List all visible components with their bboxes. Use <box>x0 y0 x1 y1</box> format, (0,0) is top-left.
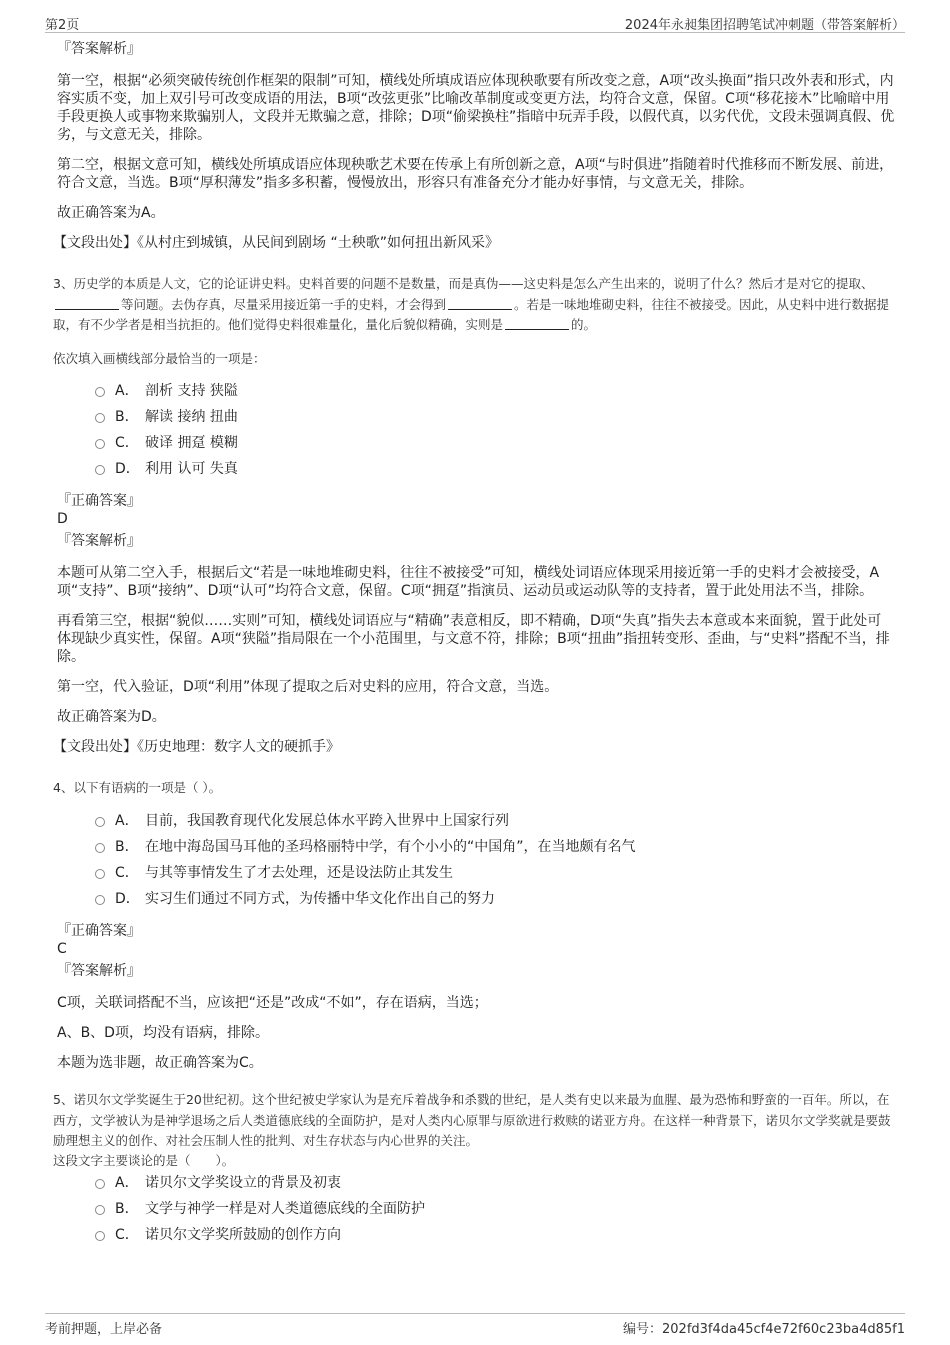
option-b[interactable]: B． 文学与神学一样是对人类道德底线的全面防护 <box>95 1200 895 1226</box>
source-label: 【文段出处】 <box>53 235 137 251</box>
radio-icon[interactable] <box>95 413 105 423</box>
analysis-paragraph: 再看第三空，根据“貌似……实则”可知，横线处词语应与“精确”表意相反，即不精确，D项“失真”指失去本意或本来面貌，置于此处可体现缺少真实性，保留。A项“狭隘”指局限在一个小范围里，与文意不符，排除；B项“扭曲”指扭转变形、歪曲，与“史料”搭配不当，排除。 <box>57 612 890 665</box>
option-a[interactable]: A． 剖析 支持 狭隘 <box>95 382 895 408</box>
question-4-text: 4、以下有语病的一项是（ ）。 <box>53 779 222 795</box>
analysis-conclusion: 故正确答案为D。 <box>57 708 166 725</box>
analysis-paragraph: C项，关联词搭配不当，应该把“还是”改成“不如”，存在语病，当选； <box>57 995 488 1011</box>
fill-blank <box>55 297 119 310</box>
radio-icon[interactable] <box>95 817 105 827</box>
option-d[interactable]: D． 利用 认可 失真 <box>95 460 895 486</box>
analysis-paragraph: 第一空，代入验证，D项“利用”体现了提取之后对史料的应用，符合文意，当选。 <box>57 678 559 695</box>
document-id: 编号：202fd3f4da45cf4e72f60c23ba4d85f1 <box>623 1322 905 1337</box>
analysis-label: 『答案解析』 <box>57 532 141 549</box>
correct-answer-label: 『正确答案』 <box>57 923 141 939</box>
page-footer <box>45 1313 905 1338</box>
radio-icon[interactable] <box>95 895 105 905</box>
fill-blank <box>448 297 512 310</box>
question-5-options <box>95 1174 895 1252</box>
fill-blank <box>505 317 569 330</box>
option-b[interactable]: B． 在地中海岛国马耳他的圣玛格丽特中学，有个小小的“中国角”，在当地颇有名气 <box>95 838 895 864</box>
analysis-conclusion: 故正确答案为A。 <box>57 205 165 221</box>
radio-icon[interactable] <box>95 465 105 475</box>
radio-icon[interactable] <box>95 439 105 449</box>
question-5-prompt: 这段文字主要谈论的是（ ）。 <box>53 1152 235 1168</box>
question-3-text: 3、历史学的本质是人文，它的论证讲史料。史料首要的问题不是数量，而是真伪——这史料是怎么产生出来的，说明了什么？然后才是对它的提取、等问题。去伪存真，尽量采用接近第一手的史料，才会得到 。若是一味地堆砌史料，往往不被接受。因此，从史料中进行数据提取，有不少学者是相当抗拒的。他们觉得史料很难量化，量化后貌似精确，实则是 的。 <box>53 276 890 332</box>
page-content <box>53 36 895 1258</box>
analysis-paragraph: 第二空，根据文意可知，横线处所填成语应体现秧歌艺术要在传承上有所创新之意，A项“与时俱进”指随着时代推移而不断发展、前进，符合文意，当选。B项“厚积薄发”指多多积蓄，慢慢放出，形容只有准备充分才能办好事情，与文意无关，排除。 <box>57 157 894 191</box>
source-line <box>53 738 895 756</box>
option-c[interactable]: C． 诺贝尔文学奖所鼓励的创作方向 <box>95 1226 895 1252</box>
correct-answer-label: 『正确答案』 <box>57 492 141 509</box>
radio-icon[interactable] <box>95 843 105 853</box>
radio-icon[interactable] <box>95 1231 105 1241</box>
page-number: 第2页 <box>45 18 80 33</box>
option-c[interactable]: C． 破译 拥趸 模糊 <box>95 434 895 460</box>
option-a[interactable]: A． 目前，我国教育现代化发展总体水平跨入世界中上国家行列 <box>95 812 895 838</box>
document-title: 2024年永昶集团招聘笔试冲刺题（带答案解析） <box>624 18 905 33</box>
page-header <box>45 12 905 33</box>
option-c[interactable]: C． 与其等事情发生了才去处理，还是设法防止其发生 <box>95 864 895 890</box>
radio-icon[interactable] <box>95 1179 105 1189</box>
radio-icon[interactable] <box>95 1205 105 1215</box>
option-d[interactable]: D． 实习生们通过不同方式，为传播中华文化作出自己的努力 <box>95 890 895 916</box>
radio-icon[interactable] <box>95 387 105 397</box>
question-5-text: 5、诺贝尔文学奖诞生于20世纪初。这个世纪被史学家认为是充斥着战争和杀戮的世纪，是人类有史以来最为血腥、最为恐怖和野蛮的一百年。所以，在西方，文学被认为是神学退场之后人类道德底线的全面防护，是对人类内心原罪与原欲进行救赎的诺亚方舟。在这样一种背景下，诺贝尔文学奖就是要鼓励理想主义的创作、对社会压制人性的批判、对生存状态与内心世界的关注。 <box>53 1092 891 1148</box>
analysis-label: 『答案解析』 <box>57 41 141 57</box>
analysis-paragraph: A、B、D项，均没有语病，排除。 <box>57 1025 269 1041</box>
source-title: 《从村庄到城镇，从民间到剧场 “土秧歌”如何扭出新风采》 <box>137 235 499 251</box>
analysis-label: 『答案解析』 <box>57 963 141 979</box>
analysis-paragraph: 第一空，根据“必须突破传统创作框架的限制”可知，横线处所填成语应体现秧歌要有所改变之意，A项“改头换面”指只改外表和形式，内容实质不变，加上双引号可改变成语的用法，B项“改弦更张”比喻改革制度或变更方法，均符合文意，保留。C项“移花接木”比喻暗中用手段更换人或事物来欺骗别人，文段并无欺骗之意，排除；D项“偷梁换柱”指暗中玩弄手段，以假代真，以劣代优，文段未强调真假、优劣，与文意无关，排除。 <box>57 73 895 143</box>
source-label: 【文段出处】 <box>53 738 137 755</box>
source-title: 《历史地理：数字人文的硬抓手》 <box>137 738 340 755</box>
question-3-options <box>95 382 895 486</box>
option-b[interactable]: B． 解读 接纳 扭曲 <box>95 408 895 434</box>
question-4-options <box>95 812 895 916</box>
footer-slogan: 考前押题，上岸必备 <box>45 1322 163 1337</box>
analysis-conclusion: 本题为选非题，故正确答案为C。 <box>57 1055 263 1071</box>
radio-icon[interactable] <box>95 869 105 879</box>
correct-answer: D <box>57 510 68 527</box>
option-a[interactable]: A． 诺贝尔文学奖设立的背景及初衷 <box>95 1174 895 1200</box>
correct-answer: C <box>57 941 67 957</box>
source-line <box>53 234 895 252</box>
question-3-prompt: 依次填入画横线部分最恰当的一项是： <box>53 350 266 366</box>
analysis-paragraph: 本题可从第二空入手，根据后文“若是一味地堆砌史料，往往不被接受”可知，横线处词语应体现采用接近第一手的史料才会被接受，A项“支持”、B项“接纳”、D项“认可”均符合文意，保留。C项“拥趸”指演员、运动员或运动队等的支持者，置于此处用法不当，排除。 <box>57 564 880 599</box>
